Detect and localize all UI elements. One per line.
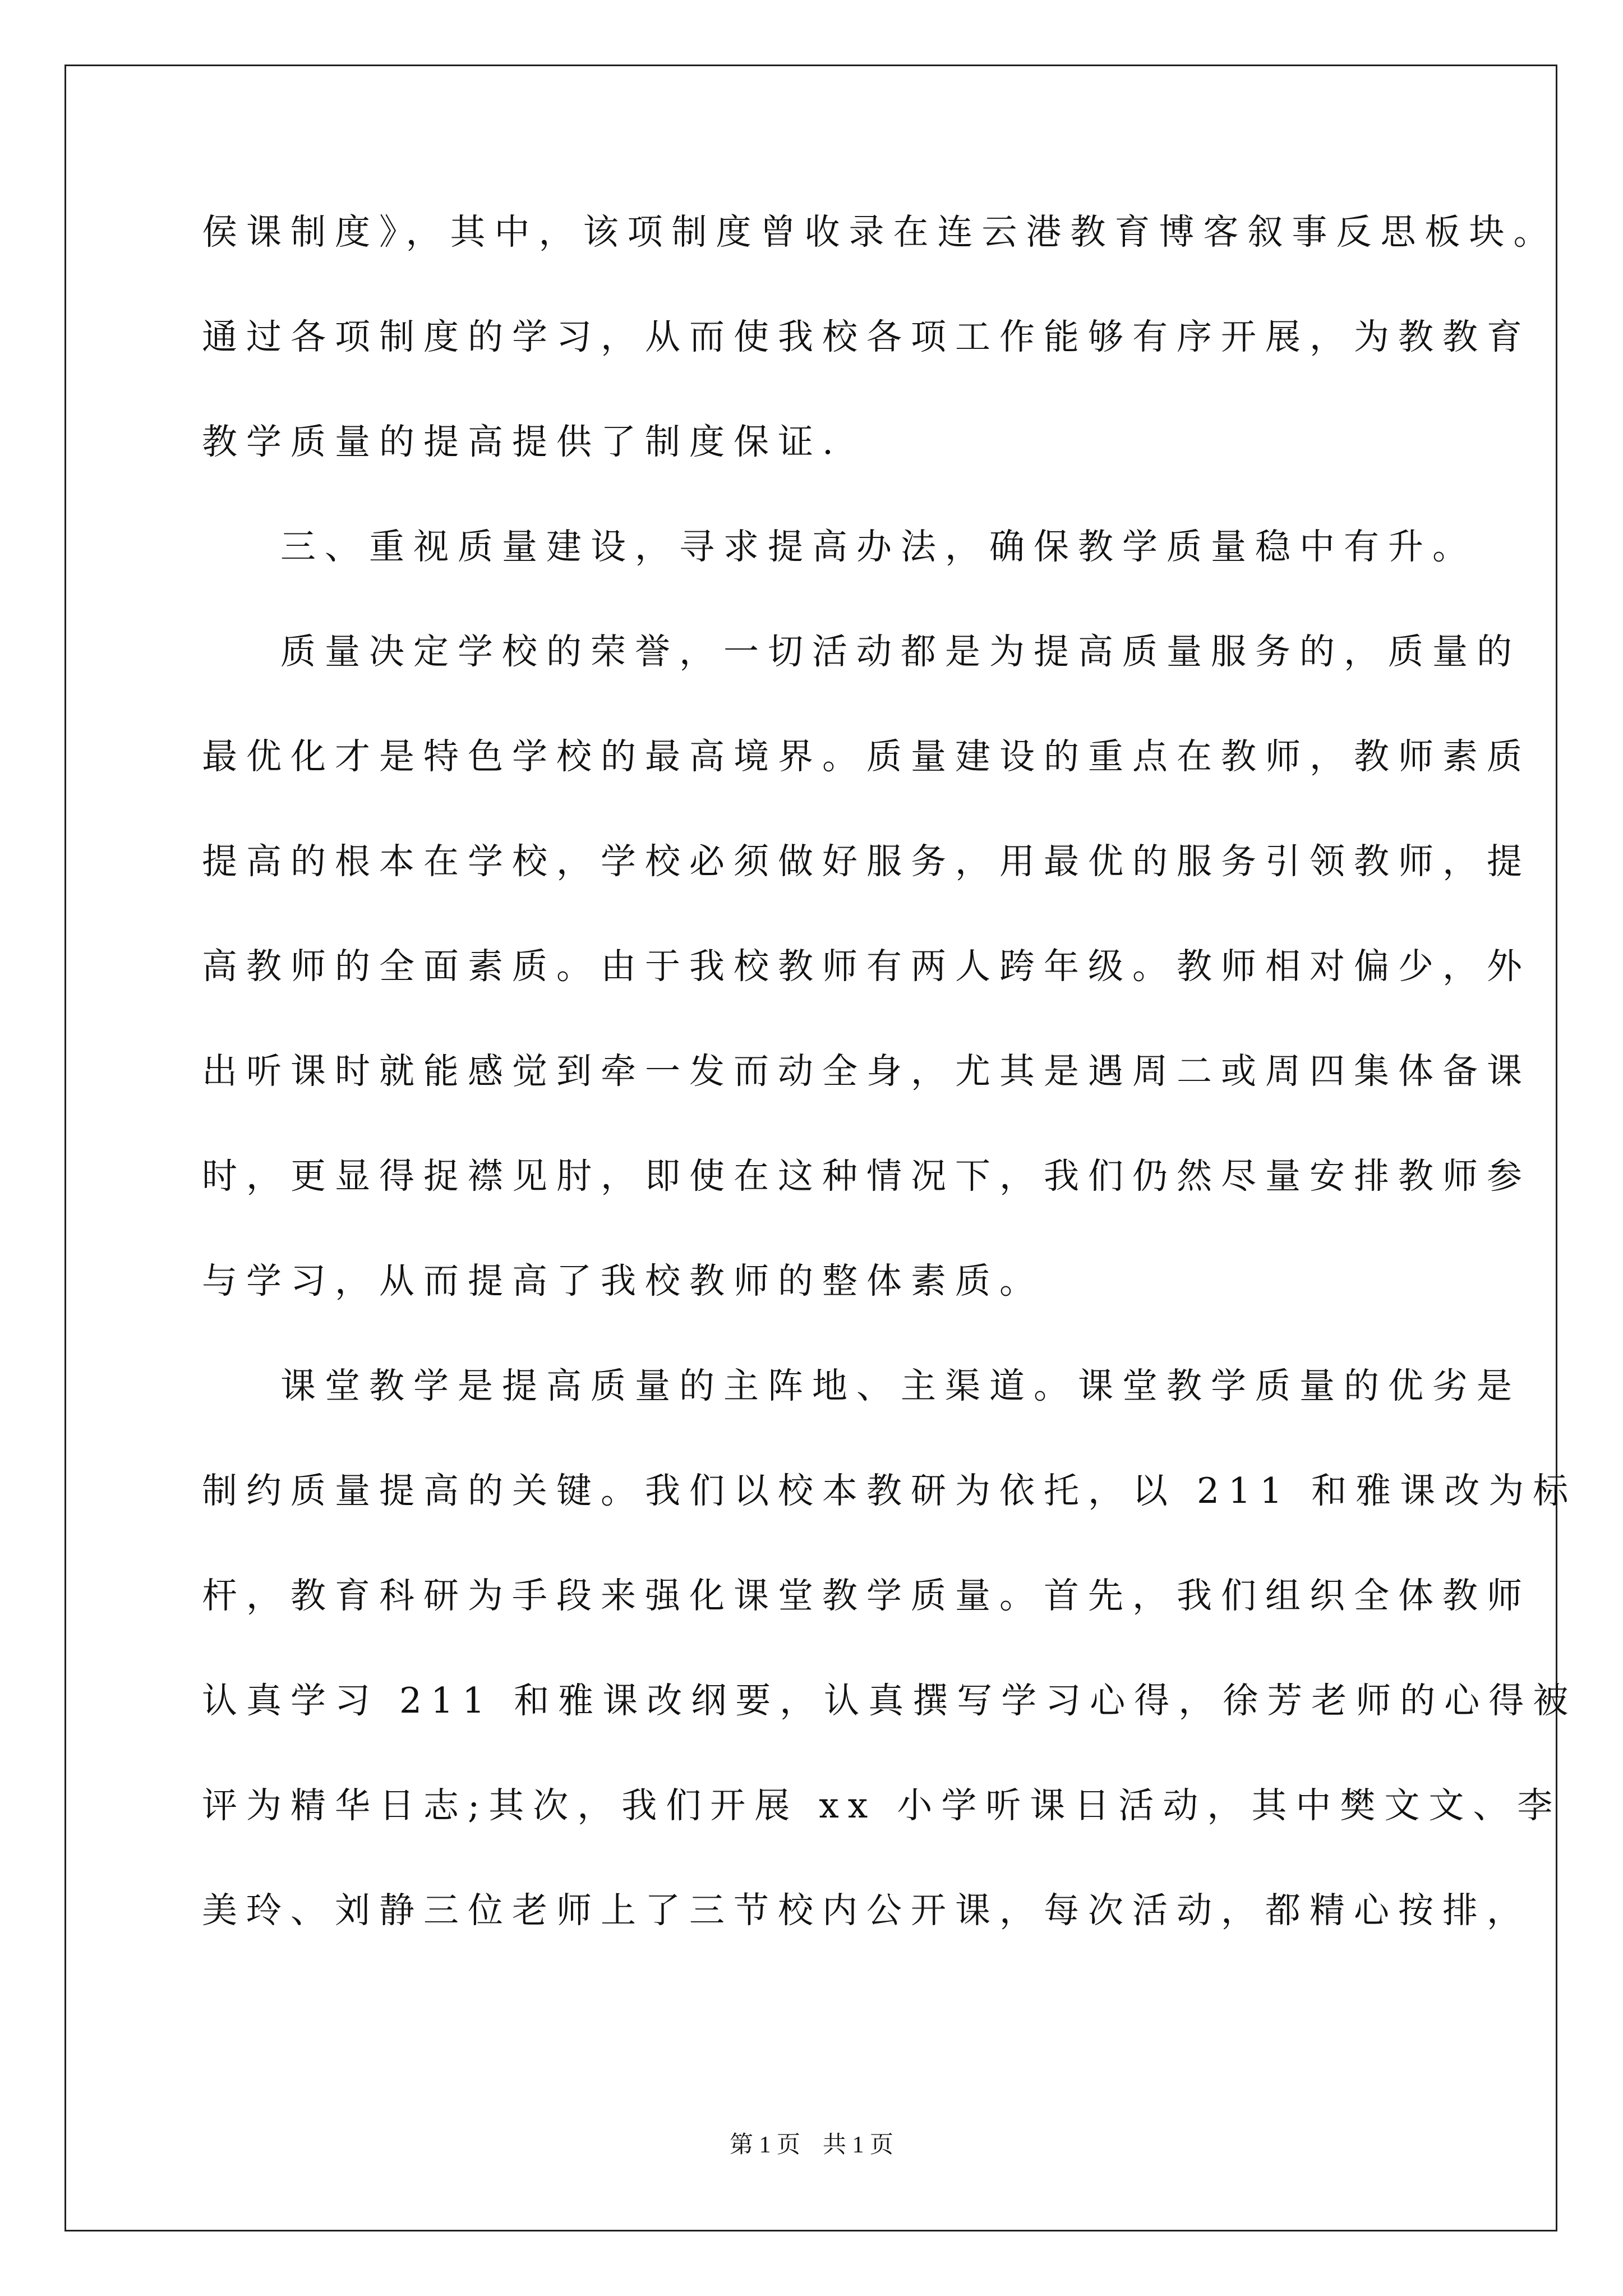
text-line: 杆，教育科研为手段来强化课堂教学质量。首先，我们组织全体教师 <box>202 1575 1531 1616</box>
section-heading: 三、重视质量建设，寻求提高办法，确保教学质量稳中有升。 <box>280 526 1477 567</box>
text-line: 质量决定学校的荣誉，一切活动都是为提高质量服务的，质量的 <box>280 631 1521 672</box>
text-line: 通过各项制度的学习，从而使我校各项工作能够有序开展，为教教育 <box>202 316 1531 357</box>
text-line: 美玲、刘静三位老师上了三节校内公开课，每次活动，都精心按排， <box>202 1890 1531 1931</box>
text-line: 出听课时就能感觉到牵一发而动全身，尤其是遇周二或周四集体备课 <box>202 1051 1531 1092</box>
text-line: 侯课制度》，其中，该项制度曾收录在连云港教育博客叙事反思板块。 <box>202 211 1558 252</box>
text-line: 教学质量的提高提供了制度保证. <box>202 421 843 462</box>
page-total: 共 1 页 <box>823 2132 894 2158</box>
text-line: 提高的根本在学校，学校必须做好服务，用最优的服务引领教师，提 <box>202 841 1531 882</box>
page-footer <box>0 2126 1623 2160</box>
text-line: 时，更显得捉襟见肘，即使在这种情况下，我们仍然尽量安排教师参 <box>202 1156 1531 1197</box>
text-line: 课堂教学是提高质量的主阵地、主渠道。课堂教学质量的优劣是 <box>280 1365 1521 1406</box>
text-line: 最优化才是特色学校的最高境界。质量建设的重点在教师，教师素质 <box>202 736 1531 777</box>
text-line: 制约质量提高的关键。我们以校本教研为依托，以 211 和雅课改为标 <box>202 1470 1578 1511</box>
document-body <box>202 180 1578 1963</box>
text-line: 高教师的全面素质。由于我校教师有两人跨年级。教师相对偏少，外 <box>202 946 1531 987</box>
text-line: 与学习，从而提高了我校教师的整体素质。 <box>202 1260 1044 1301</box>
page-number: 第 1 页 <box>729 2132 800 2158</box>
text-line: 认真学习 211 和雅课改纲要，认真撰写学习心得，徐芳老师的心得被 <box>202 1680 1578 1721</box>
text-line: 评为精华日志;其次，我们开展 xx 小学听课日活动，其中樊文文、李 <box>202 1785 1562 1826</box>
